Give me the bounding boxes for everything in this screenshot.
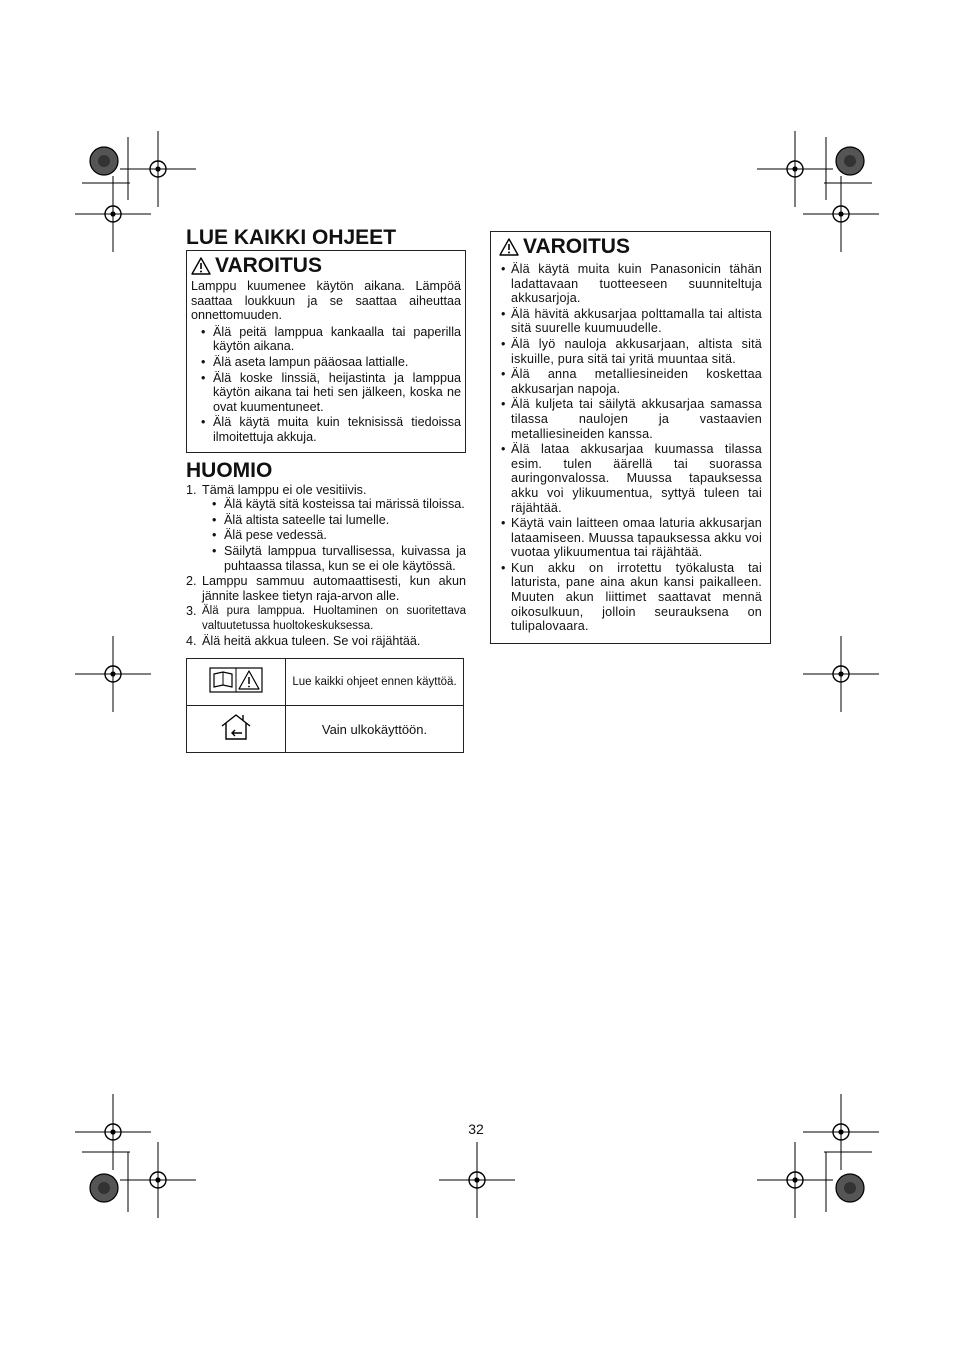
item-text: Älä pura lamppua. Huoltaminen on suoritettava valtuutetussa huoltokeskuksessa. [202,605,466,632]
list-item: • Älä altista sateelle tai lumelle. [210,513,466,528]
right-column [490,231,771,644]
caution-heading: HUOMIO [186,458,273,482]
list-item: • Älä lataa akkusarjaa kuumassa tilassa esim. tulen äärellä tai suorassa auringonvalossa. Muussa tapauksessa akku voi ylikuumentua, syttyä tuleen tai räjähtää. [499,442,762,515]
symbol-cell [187,659,286,706]
symbols-table [186,658,464,753]
list-item: • Älä lyö nauloja akkusarjaan, altista sitä iskuille, pura sitä tai yritä muuntaa sitä. [499,337,762,366]
warning-title-text: VAROITUS [523,235,630,258]
warning-triangle-icon [191,257,211,275]
list-item: • Älä aseta lampun pääosaa lattialle. [199,355,461,370]
list-item: • Älä peitä lamppua kankaalla tai paperilla käytön aikana. [199,325,461,354]
item-number: 3. [186,604,197,619]
list-item [186,483,466,574]
section-heading: LUE KAIKKI OHJEET [186,226,397,249]
warning-title-text: VAROITUS [215,254,322,277]
table-row [187,706,464,753]
symbol-label: Lue kaikki ohjeet ennen käyttöä. [286,659,464,706]
warning-box [186,250,466,453]
list-item: • Kun akku on irrotettu työkalusta tai laturista, pane aina akun kansi paikalleen. Muuten akun liittimet saattavat mennä oikosulkuun, jolloin seurauksena on tulipalovaara. [499,561,762,634]
battery-warning-list [499,262,762,634]
list-item: • Älä koske linssiä, heijastinta ja lamppua käytön aikana tai heti sen jälkeen, koska ne ovat kuumentuneet. [199,371,461,415]
sub-list [210,497,466,573]
warning-title [191,253,461,279]
warning-title [499,234,762,260]
battery-warning-box [490,231,771,644]
list-item: • Älä hävitä akkusarjaa polttamalla tai altista sitä suurelle kuumuudelle. [499,307,762,336]
left-column [186,226,466,753]
list-item [186,634,466,649]
item-number: 2. [186,574,197,589]
symbol-label: Vain ulkokäyttöön. [286,706,464,753]
list-item: • Käytä vain laitteen omaa laturia akkusarjan lataamiseen. Muussa tapauksessa akku voi vuotaa ylikuumentua tai räjähtää. [499,516,762,560]
warning-intro: Lamppu kuumenee käytön aikana. Lämpöä saattaa loukkuun ja se saattaa aiheuttaa onnettomuuden. [191,279,461,323]
warning-triangle-icon [499,238,519,256]
item-text: Tämä lamppu ei ole vesitiivis. [202,482,367,497]
list-item: • Älä pese vedessä. [210,528,466,543]
list-item: • Säilytä lamppua turvallisessa, kuivassa ja puhtaassa tilassa, kun se ei ole käytössä. [210,544,466,573]
list-item: • Älä kuljeta tai säilytä akkusarjaa samassa tilassa naulojen ja vastaavien metalliesineiden kanssa. [499,397,762,441]
table-row [187,659,464,706]
list-item [186,574,466,603]
item-number: 1. [186,482,197,497]
list-item: • Älä käytä muita kuin Panasonicin tähän ladattavaan tuotteeseen suunniteltuja akkusarjoja. [499,262,762,306]
warning-list [199,325,461,445]
page-number: 32 [468,1121,484,1137]
item-text: Lamppu sammuu automaattisesti, kun akun jännite laskee tietyn raja-arvon alle. [202,574,466,603]
list-item: • Älä käytä sitä kosteissa tai märissä tiloissa. [210,497,466,512]
indoor-use-house-icon [219,712,253,742]
item-number: 4. [186,634,197,649]
list-item [186,604,466,633]
manual-and-warning-icon [209,667,263,693]
caution-list [186,483,466,650]
item-text: Älä heitä akkua tuleen. Se voi räjähtää. [202,634,421,649]
list-item: • Älä käytä muita kuin teknisissä tiedoissa ilmoitettuja akkuja. [199,415,461,444]
symbol-cell [187,706,286,753]
list-item: • Älä anna metalliesineiden koskettaa akkusarjan napoja. [499,367,762,396]
